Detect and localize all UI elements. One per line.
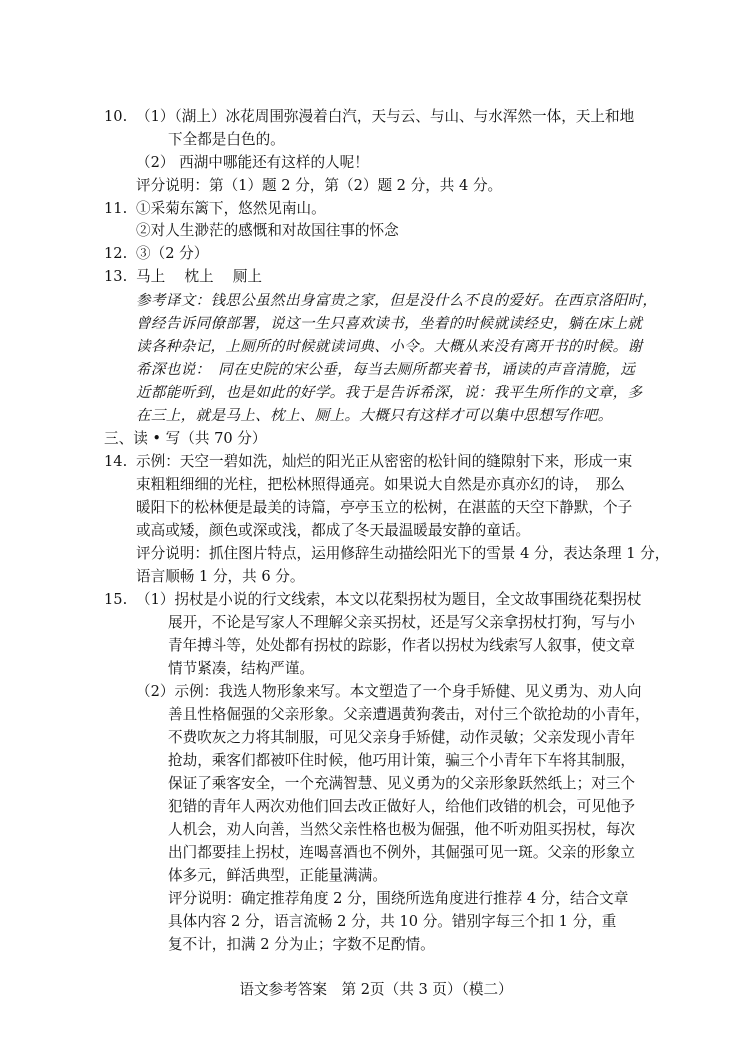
q11-number: 11. bbox=[104, 200, 128, 217]
q15-p2-line-3: 不费吹灰之力将其制服，可见父亲身手矫健，动作灵敏；父亲发现小青年 bbox=[168, 729, 636, 746]
q11-line-1: ①采菊东篱下，悠然见南山。 bbox=[136, 200, 326, 217]
q15-p1-line-1: （1）拐杖是小说的行文线索，本文以花梨拐杖为题目，全文故事围绕花梨拐杖 bbox=[136, 591, 642, 608]
q10-number: 10. bbox=[104, 108, 128, 125]
q15-p2-line-9: 体多元，鲜活典型，正能量满满。 bbox=[168, 867, 387, 884]
q15-p2-line-5: 保证了乘客安全，一个充满智慧、见义勇为的父亲形象跃然纸上；对三个 bbox=[168, 775, 636, 792]
q14-number: 14. bbox=[104, 453, 128, 470]
q15-p2-line-6: 犯错的青年人两次劝他们回去改正做好人，给他们改错的机会，可见他予 bbox=[168, 798, 636, 815]
q13-line-1: 马上 枕上 厕上 bbox=[136, 268, 263, 285]
q14-line-4: 或高或矮，颜色或深或浅，都成了冬天最温暖最安静的童话。 bbox=[136, 522, 531, 539]
q13-translation-2: 曾经告诉同僚部署，说这一生只喜欢读书，坐着的时候就读经史，躺在床上就 bbox=[136, 315, 643, 332]
q15-scoring-1: 评分说明：确定推荐角度 2 分，围绕所选角度进行推荐 4 分，结合文章 bbox=[168, 890, 629, 907]
q13-translation-3: 读各种杂记，上厕所的时候就读词典、小令。大概从来没有离开书的时候。谢 bbox=[136, 338, 643, 355]
q14-line-2: 束粗粗细细的光柱，把松林照得通亮。如果说大自然是亦真亦幻的诗， 那么 bbox=[136, 476, 625, 493]
q13-translation-4: 希深也说： 同在史院的宋公垂，每当去厕所都夹着书，诵读的声音清脆，远 bbox=[136, 361, 636, 378]
q13-number: 13. bbox=[104, 268, 128, 285]
q14-line-1: 示例：天空一碧如洗，灿烂的阳光正从密密的松针间的缝隙射下来，形成一束 bbox=[136, 453, 633, 470]
q14-line-3: 暖阳下的松林便是最美的诗篇，亭亭玉立的松树，在湛蓝的天空下静默，个子 bbox=[136, 499, 633, 516]
q15-p2-line-1: （2）示例：我选人物形象来写。本文塑造了一个身手矫健、见义勇为、劝人向 bbox=[136, 683, 642, 700]
section-heading: 三、读 • 写（共 70 分） bbox=[104, 430, 267, 447]
q14-scoring-2: 语言顺畅 1 分，共 6 分。 bbox=[136, 568, 305, 585]
q15-p2-line-8: 出门都要挂上拐杖，连喝喜酒也不例外，其倔强可见一斑。父亲的形象立 bbox=[168, 844, 636, 861]
q10-line-2: 下全都是白色的。 bbox=[168, 131, 285, 148]
q13-translation-5: 近都能听到，也是如此的好学。我于是告诉希深，说：我平生所作的文章，多 bbox=[136, 384, 643, 401]
q11-line-2: ②对人生渺茫的感慨和对故国往事的怀念 bbox=[136, 222, 399, 239]
q12-line-1: ③（2 分） bbox=[136, 245, 209, 262]
q14-scoring-1: 评分说明：抓住图片特点，运用修辞生动描绘阳光下的雪景 4 分，表达条理 1 分， bbox=[136, 545, 670, 562]
q15-number: 15. bbox=[104, 591, 128, 608]
q15-p1-line-3: 青年搏斗等，处处都有拐杖的踪影，作者以拐杖为线索写人叙事，使文章 bbox=[168, 637, 636, 654]
q15-p1-line-4: 情节紧凑，结构严谨。 bbox=[168, 660, 314, 677]
q15-scoring-2: 具体内容 2 分，语言流畅 2 分，共 10 分。错别字每三个扣 1 分，重 bbox=[168, 913, 617, 930]
q15-scoring-3: 复不计，扣满 2 分为止；字数不足酌情。 bbox=[168, 936, 435, 953]
q13-translation-6: 在三上，就是马上、枕上、厕上。大概只有这样才可以集中思想写作吧。 bbox=[136, 407, 613, 424]
q15-p1-line-2: 展开，不论是写家人不理解父亲买拐杖，还是写父亲拿拐杖打狗，写与小 bbox=[168, 614, 636, 631]
q10-line-3: （2） 西湖中哪能还有这样的人呢！ bbox=[136, 154, 369, 171]
q10-scoring: 评分说明：第（1）题 2 分，第（2）题 2 分，共 4 分。 bbox=[136, 177, 503, 194]
page-footer: 语文参考答案 第 2页（共 3 页）（模二） bbox=[239, 981, 513, 998]
q12-number: 12. bbox=[104, 245, 128, 262]
q15-p2-line-7: 人机会，劝人向善，当然父亲性格也极为倔强，他不听劝阻买拐杖，每次 bbox=[168, 821, 636, 838]
q15-p2-line-2: 善且性格倔强的父亲形象。父亲遭遇黄狗袭击，对付三个欲抢劫的小青年， bbox=[168, 706, 650, 723]
q15-p2-line-4: 抢劫，乘客们都被吓住时候，他巧用计策，骗三个小青年下车将其制服， bbox=[168, 752, 636, 769]
q10-line-1: （1）（湖上）冰花周围弥漫着白汽，天与云、与山、与水浑然一体，天上和地 bbox=[136, 108, 635, 125]
q13-translation-1: 参考译文：钱思公虽然出身富贵之家，但是没什么不良的爱好。在西京洛阳时， bbox=[136, 292, 658, 309]
